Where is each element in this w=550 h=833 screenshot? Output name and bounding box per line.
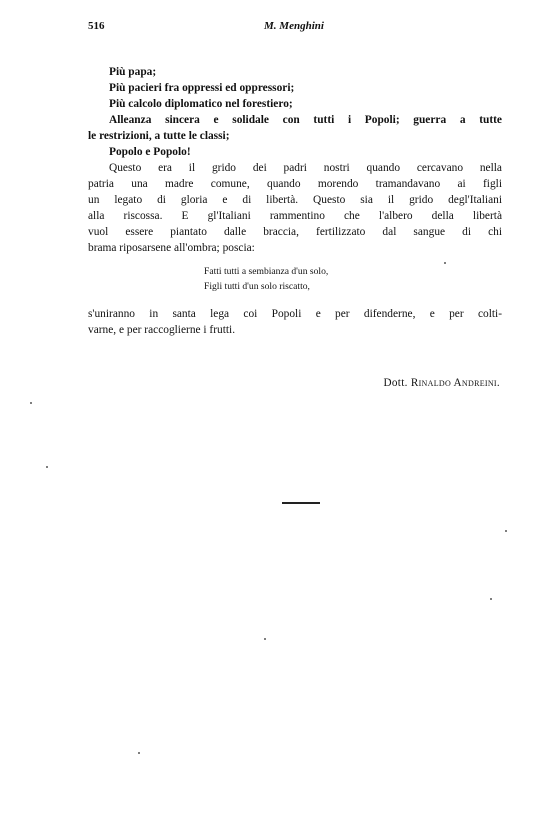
scan-speck xyxy=(46,466,48,468)
signature-title: Dott. xyxy=(383,377,408,389)
paragraph-line: alla riscossa. E gl'Italiani rammentino che l'albero della libertà xyxy=(88,210,502,222)
scan-speck xyxy=(138,752,140,754)
paragraph-line: Più calcolo diplomatico nel forestiero; xyxy=(109,98,293,110)
paragraph-line: le restrizioni, a tutte le classi; xyxy=(88,130,230,142)
poem-line: Figli tutti d'un solo riscatto, xyxy=(204,281,310,292)
poem-quote xyxy=(204,264,502,294)
page-header xyxy=(88,20,500,36)
scan-speck xyxy=(30,402,32,404)
scan-speck xyxy=(490,598,492,600)
paragraph-line: un legato di gloria e di libertà. Questo sia il grido degl'Italiani xyxy=(88,194,502,206)
page-number: 516 xyxy=(88,20,105,32)
paragraph-line: s'uniranno in santa lega coi Popoli e per difenderne, e per colti- xyxy=(88,308,502,320)
scan-speck xyxy=(264,638,266,640)
paragraph-line: vuol essere piantato dalle braccia, fertilizzato dal sangue di chi xyxy=(88,226,502,238)
scan-speck xyxy=(444,262,446,264)
scan-speck xyxy=(505,530,507,532)
author-signature xyxy=(384,377,500,389)
paragraph-line: Popolo e Popolo! xyxy=(109,146,191,158)
paragraph-line: brama riposarsene all'ombra; poscia: xyxy=(88,242,255,254)
section-end-rule xyxy=(282,502,320,504)
body-text xyxy=(88,64,502,338)
paragraph-line: Questo era il grido dei padri nostri quando cercavano nella xyxy=(109,162,502,174)
paragraph-line: Più pacieri fra oppressi ed oppressori; xyxy=(109,82,295,94)
signature-name: Rinaldo Andreini. xyxy=(410,377,500,389)
paragraph-line: varne, e per raccoglierne i frutti. xyxy=(88,324,236,336)
paragraph-line: Più papa; xyxy=(109,66,157,78)
poem-line: Fatti tutti a sembianza d'un solo, xyxy=(204,266,329,277)
paragraph-line: Alleanza sincera e solidale con tutti i Popoli; guerra a tutte xyxy=(109,114,502,126)
running-head: M. Menghini xyxy=(264,20,324,32)
paragraph-line: patria una madre comune, quando morendo tramandavano ai figli xyxy=(88,178,502,190)
